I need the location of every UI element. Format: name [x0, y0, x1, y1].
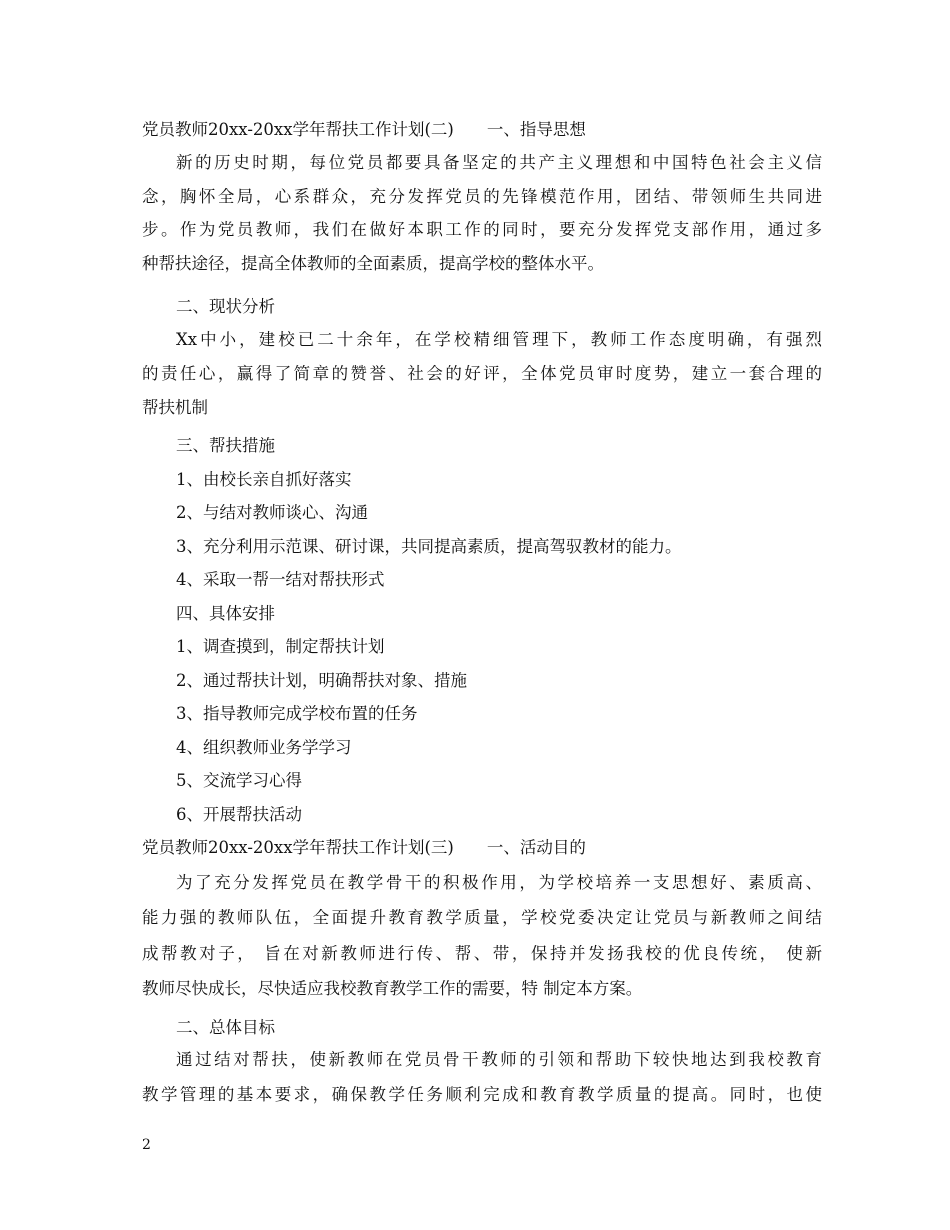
- paragraph-line: 通过结对帮扶，使新教师在党员骨干教师的引领和帮助下较快地达到我校教育: [176, 1050, 822, 1069]
- section-heading-3: 党员教师20xx-20xx学年帮扶工作计划(三) 一、活动目的: [142, 838, 586, 857]
- list-item: 5、交流学习心得: [176, 771, 302, 790]
- paragraph-line: 步。作为党员教师，我们在做好本职工作的同时，要充分发挥党支部作用，通过多: [142, 220, 822, 239]
- paragraph-line: 能力强的教师队伍，全面提升教育教学质量，学校党委决定让党员与新教师之间结: [142, 908, 822, 927]
- subheading: 三、帮扶措施: [176, 436, 275, 455]
- paragraph-line: 为了充分发挥党员在教学骨干的积极作用，为学校培养一支思想好、素质高、: [176, 873, 822, 892]
- subheading: 四、具体安排: [176, 604, 275, 623]
- paragraph-line: 念，胸怀全局，心系群众，充分发挥党员的先锋模范作用，团结、带领师生共同进: [142, 187, 822, 206]
- list-item: 1、由校长亲自抓好落实: [176, 470, 352, 489]
- paragraph-line: 教师尽快成长，尽快适应我校教育教学工作的需要，特 制定本方案。: [142, 979, 643, 998]
- page-number: 2: [142, 1137, 151, 1153]
- list-item: 6、开展帮扶活动: [176, 805, 302, 824]
- paragraph-line: 教学管理的基本要求，确保教学任务顺利完成和教育教学质量的提高。同时，也使: [142, 1085, 822, 1104]
- list-item: 3、充分利用示范课、研讨课，共同提高素质，提高驾驭教材的能力。: [176, 537, 682, 556]
- subheading: 二、总体目标: [176, 1018, 275, 1037]
- list-item: 3、指导教师完成学校布置的任务: [176, 704, 418, 723]
- paragraph-line: 的责任心，赢得了简章的赞誉、社会的好评，全体党员审时度势，建立一套合理的: [142, 364, 822, 383]
- paragraph-line: 帮扶机制: [142, 398, 208, 417]
- paragraph-line: 成帮教对子， 旨在对新教师进行传、帮、带，保持并发扬我校的优良传统， 使新: [142, 944, 822, 963]
- paragraph-line: Xx中小，建校已二十余年，在学校精细管理下，教师工作态度明确，有强烈: [176, 330, 822, 349]
- list-item: 2、通过帮扶计划，明确帮扶对象、措施: [176, 671, 467, 690]
- paragraph-line: 种帮扶途径，提高全体教师的全面素质，提高学校的整体水平。: [142, 254, 604, 273]
- list-item: 4、采取一帮一结对帮扶形式: [176, 570, 385, 589]
- list-item: 1、调查摸到，制定帮扶计划: [176, 637, 385, 656]
- paragraph-line: 新的历史时期，每位党员都要具备坚定的共产主义理想和中国特色社会主义信: [176, 153, 822, 172]
- subheading: 二、现状分析: [176, 297, 275, 316]
- section-heading-2: 党员教师20xx-20xx学年帮扶工作计划(二) 一、指导思想: [142, 120, 586, 139]
- list-item: 2、与结对教师谈心、沟通: [176, 503, 368, 522]
- list-item: 4、组织教师业务学学习: [176, 738, 352, 757]
